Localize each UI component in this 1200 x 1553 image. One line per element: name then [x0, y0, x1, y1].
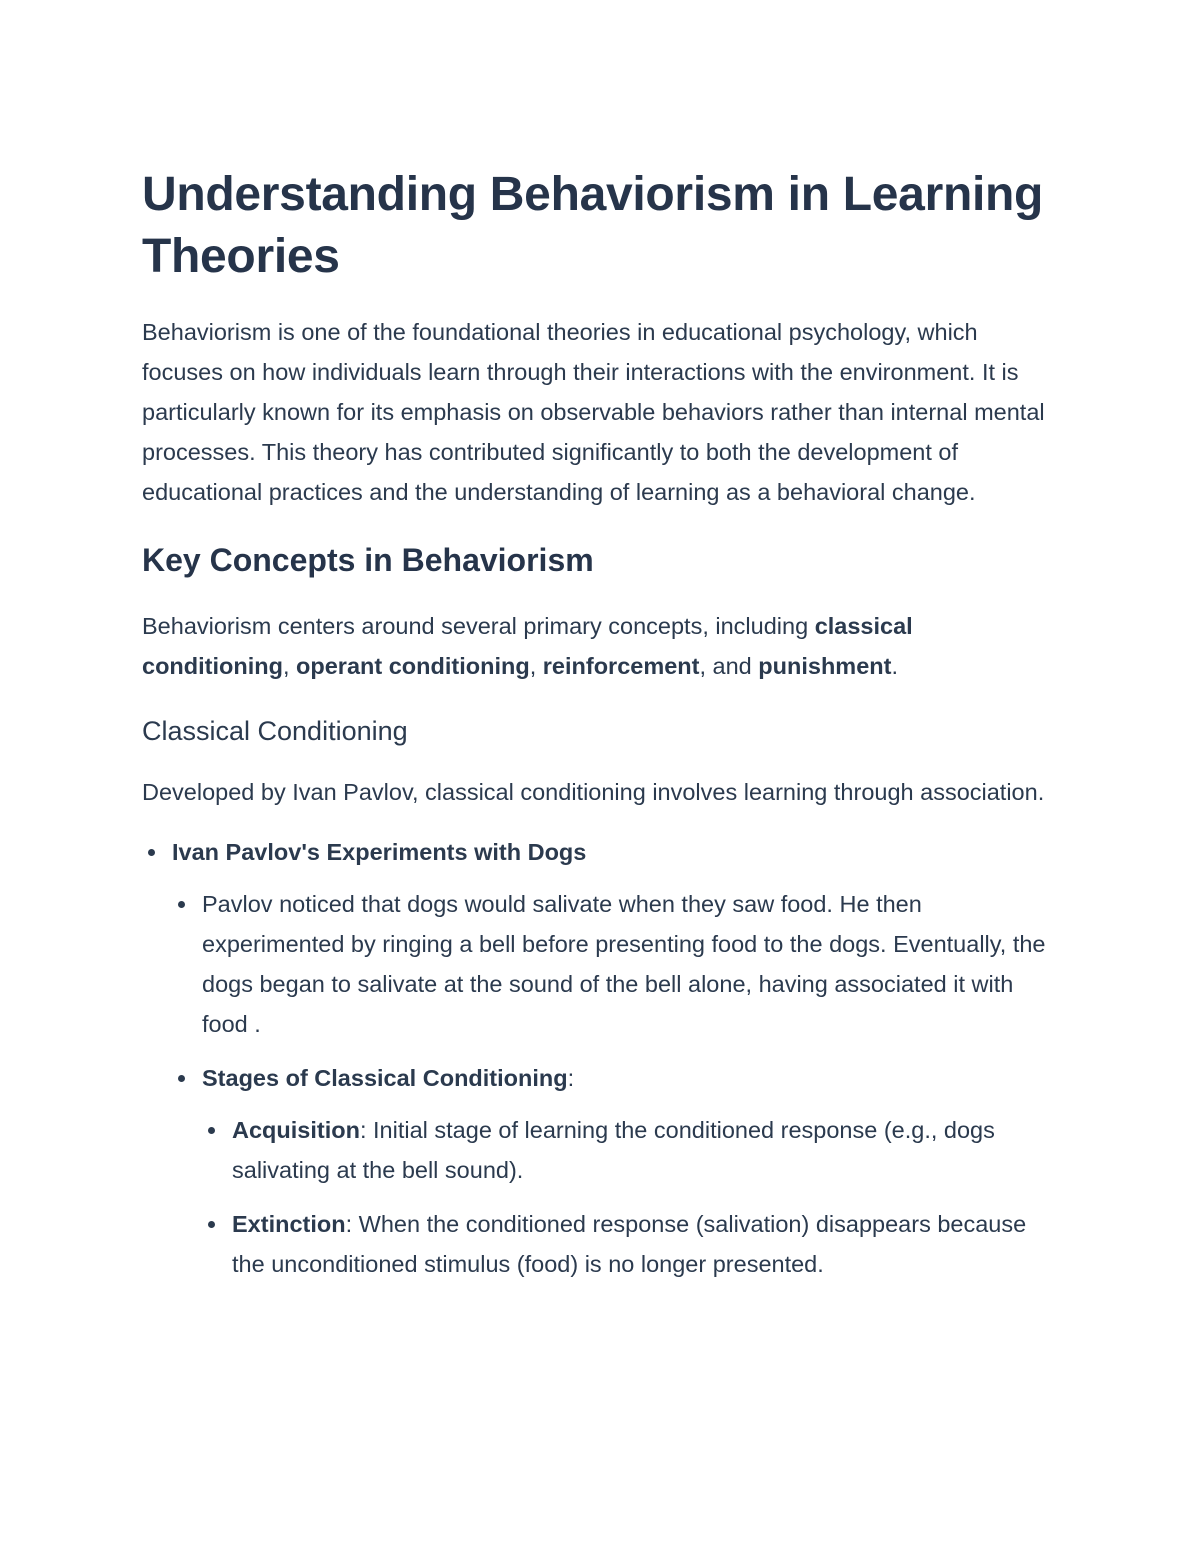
- stage-colon: :: [345, 1211, 353, 1237]
- list-item: [202, 1058, 1062, 1284]
- stages-colon: :: [567, 1065, 575, 1091]
- bullet-icon: [178, 901, 185, 908]
- stage-colon: :: [359, 1117, 367, 1143]
- classical-conditioning-intro: Developed by Ivan Pavlov, classical conditioning involves learning through association.: [142, 779, 1045, 805]
- bullet-icon: [208, 1127, 215, 1134]
- stage-term-extinction: Extinction: [232, 1211, 346, 1237]
- classical-conditioning-list: [142, 832, 1062, 1284]
- stage-text-acquisition: Initial stage of learning the conditioned response (e.g., dogs salivating at the bell sound).: [232, 1117, 995, 1183]
- pavlov-experiments-title: Ivan Pavlov's Experiments with Dogs: [172, 839, 587, 865]
- stage-text-extinction: When the conditioned response (salivation) disappears because the unconditioned stimulus (food) is no longer presented.: [232, 1211, 1027, 1277]
- key-concepts-heading: Key Concepts in Behaviorism: [142, 542, 594, 578]
- sentence-end: .: [891, 653, 898, 679]
- document-page: [142, 164, 1062, 1298]
- key-concepts-lead: Behaviorism centers around several primary concepts, including: [142, 613, 815, 639]
- term-operant-conditioning: operant conditioning: [296, 653, 530, 679]
- term-reinforcement: reinforcement: [542, 653, 700, 679]
- pavlov-sublist: [172, 884, 1062, 1284]
- term-classical-conditioning: classical conditioning: [142, 613, 913, 679]
- bullet-icon: [178, 1075, 185, 1082]
- bullet-icon: [208, 1221, 215, 1228]
- list-item: [202, 884, 1062, 1044]
- list-item: [232, 1110, 1062, 1190]
- bullet-icon: [148, 849, 155, 856]
- separator: , and: [699, 653, 759, 679]
- separator: ,: [529, 653, 543, 679]
- stage-term-acquisition: Acquisition: [232, 1117, 360, 1143]
- stages-sublist: [202, 1110, 1062, 1284]
- separator: ,: [282, 653, 297, 679]
- document-title: Understanding Behaviorism in Learning Theories: [142, 168, 1044, 283]
- list-item: [232, 1204, 1062, 1284]
- list-item: [172, 832, 1062, 1284]
- intro-paragraph: Behaviorism is one of the foundational theories in educational psychology, which focuses on how individuals learn through their interactions with the environment. It is particularly known for its emphasis on observable behaviors rather than internal mental processes. This theory has contributed significantly to both the development of educational practices and the understanding of learning as a behavioral change.: [142, 319, 1045, 505]
- pavlov-experiments-text: Pavlov noticed that dogs would salivate when they saw food. He then experimented by ringing a bell before presenting food to the dogs. Eventually, the dogs began to salivate at the sound of the bell alone, having associated it with food .: [202, 891, 1046, 1037]
- stages-title: Stages of Classical Conditioning: [202, 1065, 568, 1091]
- classical-conditioning-heading: Classical Conditioning: [142, 716, 408, 746]
- term-punishment: punishment: [758, 653, 892, 679]
- key-concepts-paragraph: [142, 606, 1062, 686]
